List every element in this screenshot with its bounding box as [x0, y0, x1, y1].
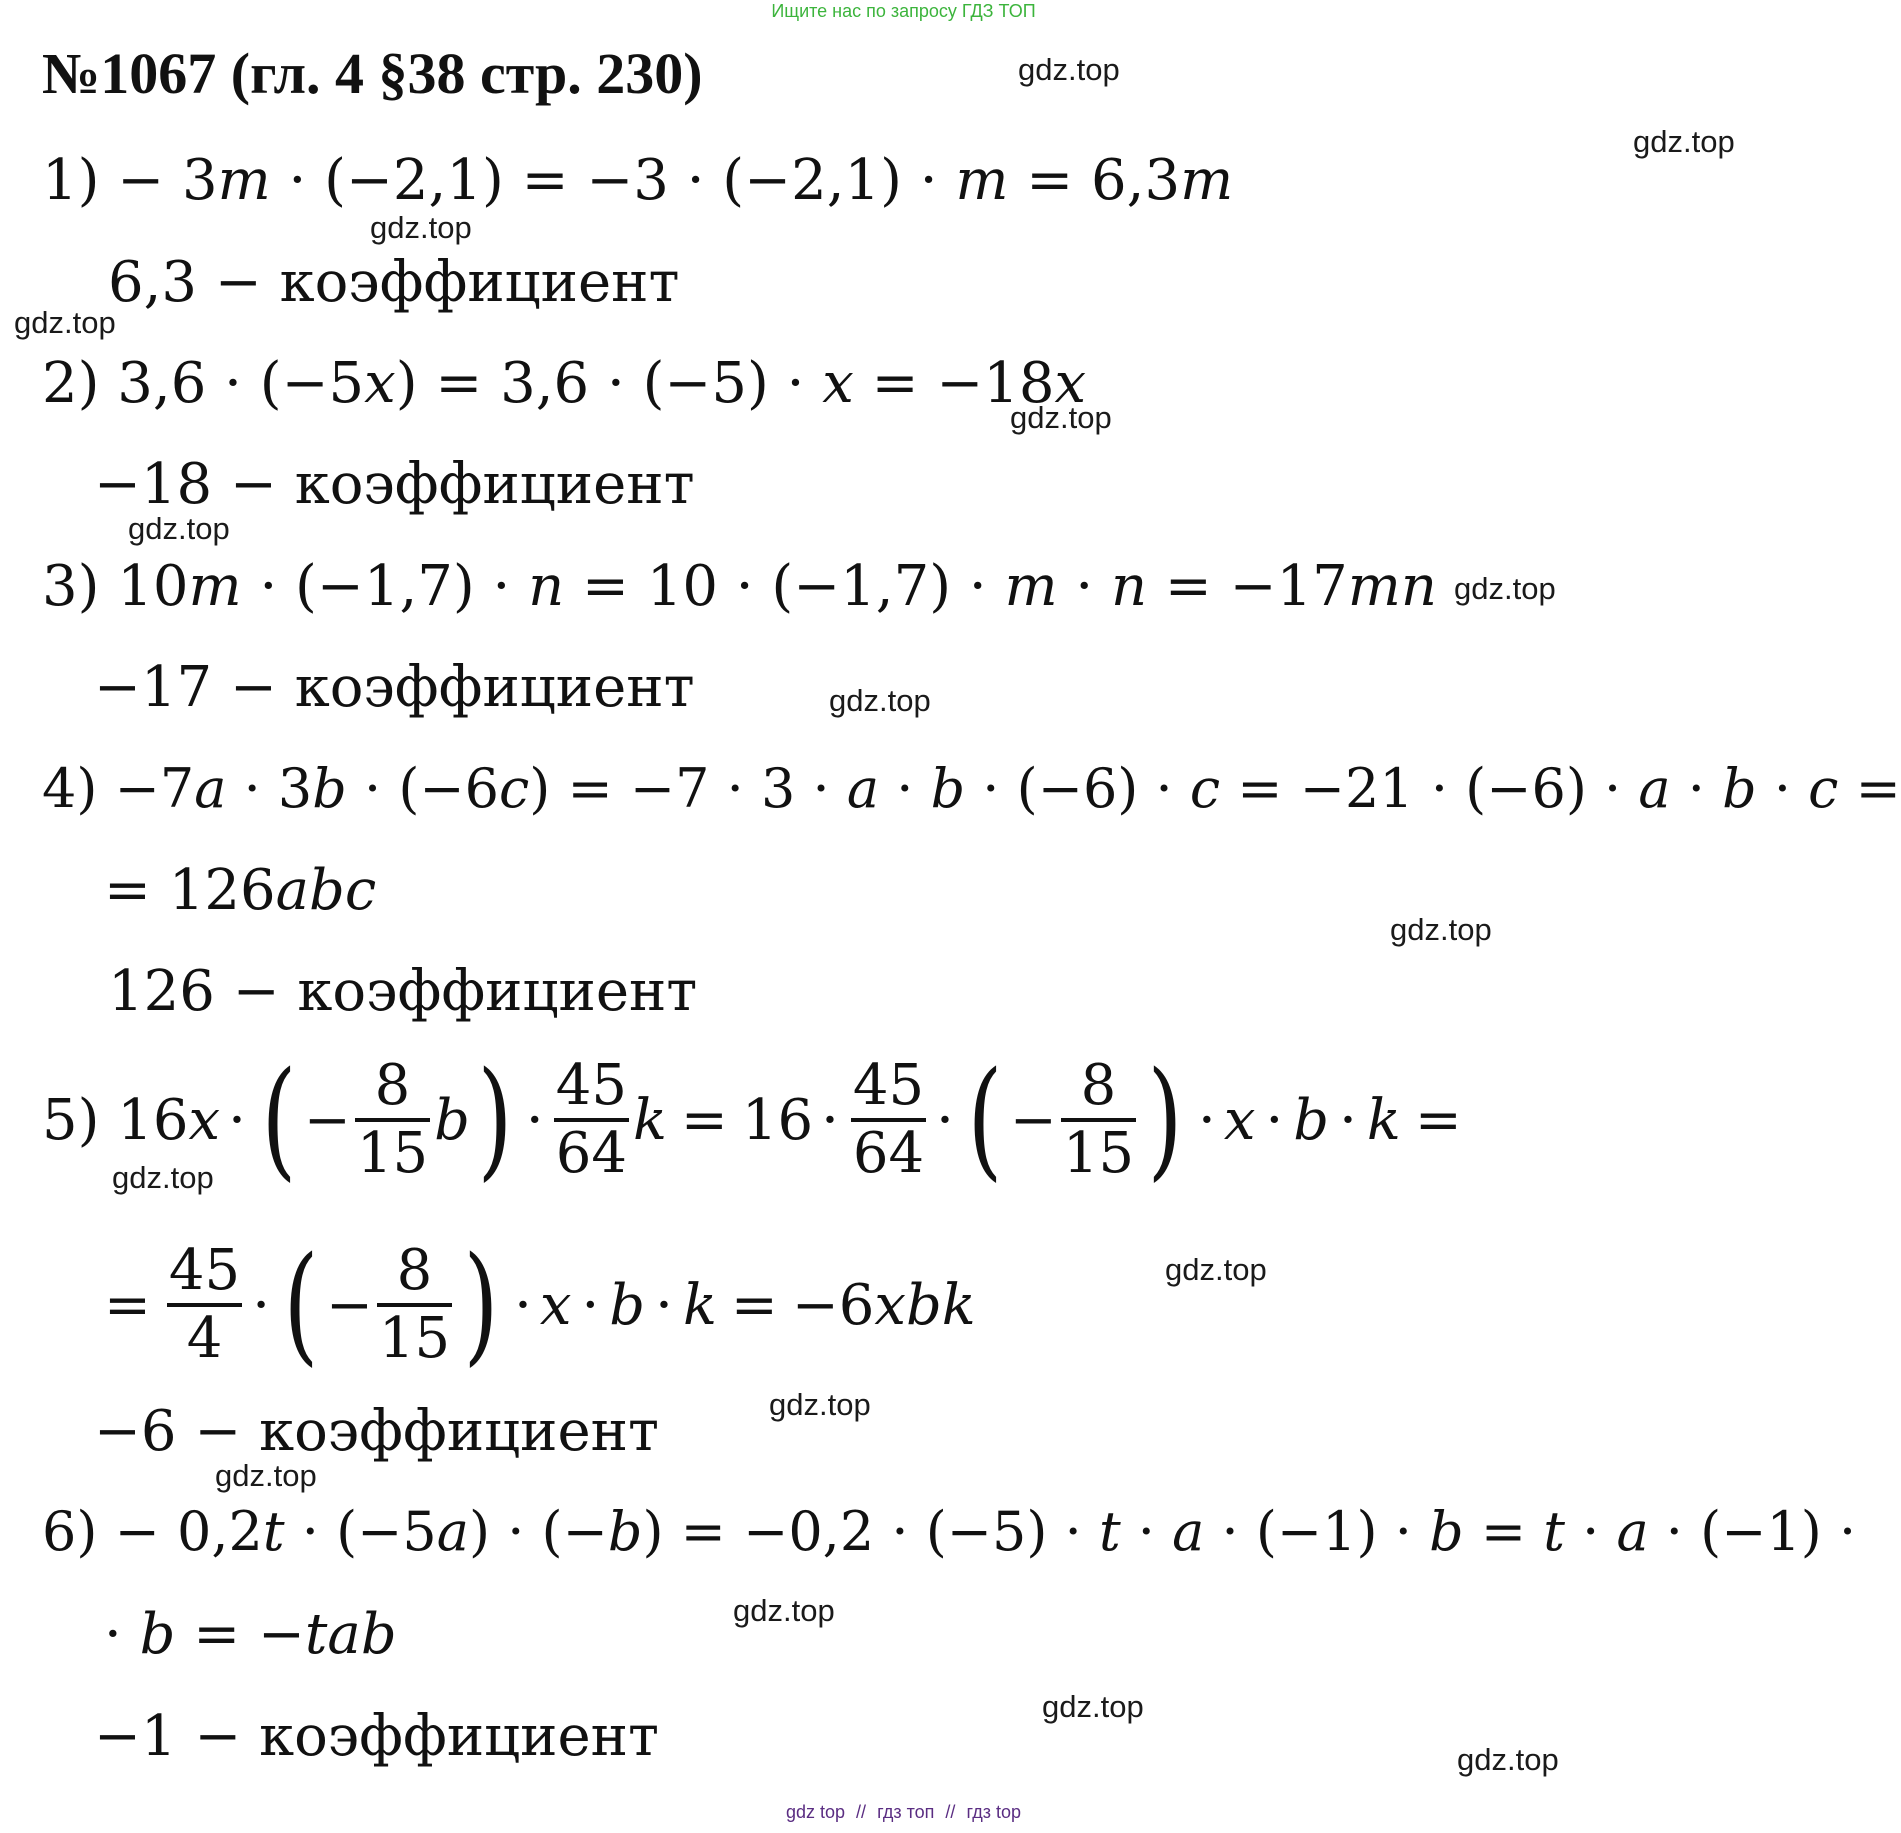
page-title: №1067 (гл. 4 §38 стр. 230): [42, 41, 703, 106]
equation-4-continued: = 126abc: [104, 858, 377, 923]
link-separator: //: [856, 1802, 867, 1822]
coefficient-4: 126 − коэффициент: [108, 959, 698, 1024]
open-paren: (: [967, 1045, 1003, 1194]
watermark: gdz.top: [1042, 1689, 1144, 1724]
watermark: gdz.top: [14, 305, 116, 340]
fraction-8-15: $\frac{8}{15}$: [1062, 1053, 1135, 1186]
watermark: gdz.top: [370, 210, 472, 245]
fraction-45-64: $\frac{45}{64}$: [852, 1053, 925, 1186]
coefficient-6: −1 − коэффициент: [94, 1704, 659, 1769]
watermark: gdz.top: [1018, 52, 1120, 87]
equation-6-continued: · b = −tab: [104, 1602, 397, 1667]
close-paren: ): [463, 1230, 499, 1379]
watermark: gdz.top: [1010, 400, 1112, 435]
watermark: gdz.top: [1390, 912, 1492, 947]
watermark: gdz.top: [769, 1387, 871, 1422]
top-banner: Ищите нас по запросу ГДЗ ТОП: [771, 1, 1036, 21]
equation-1: 1) − 3m · (−2,1) = −3 · (−2,1) · m = 6,3m: [42, 148, 1234, 213]
link-separator: //: [945, 1802, 956, 1822]
equation-3: 3) 10m · (−1,7) · n = 10 · (−1,7) · m · n = −17mn: [42, 554, 1437, 619]
watermark: gdz.top: [128, 511, 230, 546]
watermark: gdz.top: [1457, 1742, 1559, 1777]
coefficient-1: 6,3 − коэффициент: [108, 250, 680, 315]
equation-2: 2) 3,6 · (−5x) = 3,6 · (−5) · x = −18x: [42, 351, 1087, 416]
open-paren: (: [261, 1045, 297, 1194]
open-paren: (: [283, 1230, 319, 1379]
coefficient-2: −18 − коэффициент: [94, 452, 695, 517]
watermark: gdz.top: [1165, 1252, 1267, 1287]
watermark: gdz.top: [1454, 571, 1556, 606]
watermark: gdz.top: [215, 1458, 317, 1493]
fraction-8-15: $\frac{8}{15}$: [378, 1238, 451, 1371]
bottom-link[interactable]: гдз топ: [877, 1802, 935, 1822]
fraction-45-4: $\frac{45}{4}$: [168, 1238, 241, 1371]
coefficient-3: −17 − коэффициент: [94, 655, 695, 720]
watermark: gdz.top: [112, 1160, 214, 1195]
bottom-link[interactable]: gdz top: [785, 1802, 846, 1822]
bottom-links: [0, 1802, 1807, 1823]
equation-6: 6) − 0,2t · (−5a) · (−b) = −0,2 · (−5) · t · a · (−1) · b = t · a · (−1) ·: [42, 1500, 1857, 1563]
watermark: gdz.top: [733, 1593, 835, 1628]
equation-5: 5) 16 x · ( − $\frac{8}{15}$ b ) · $\frac{45}{64}$ k = 16 · $\frac{45}{64}$ · ( − $\frac{8}{15}$ ) · x · b · k =: [42, 1045, 1462, 1194]
fraction-45-64: $\frac{45}{64}$: [555, 1053, 627, 1186]
close-paren: ): [1147, 1045, 1183, 1194]
watermark: gdz.top: [829, 683, 931, 718]
bottom-link[interactable]: гдз top: [966, 1802, 1021, 1822]
fraction-8-15: $\frac{8}{15}$: [356, 1053, 429, 1186]
equation-5-continued: = $\frac{45}{4}$ · ( − $\frac{8}{15}$ ) · x · b · k = −6 xbk: [104, 1230, 976, 1379]
coefficient-5: −6 − коэффициент: [94, 1399, 659, 1464]
equation-4: 4) −7a · 3b · (−6c) = −7 · 3 · a · b · (−6) · c = −21 · (−6) · a · b · c =: [42, 757, 1901, 820]
close-paren: ): [477, 1045, 513, 1194]
watermark: gdz.top: [1633, 124, 1735, 159]
